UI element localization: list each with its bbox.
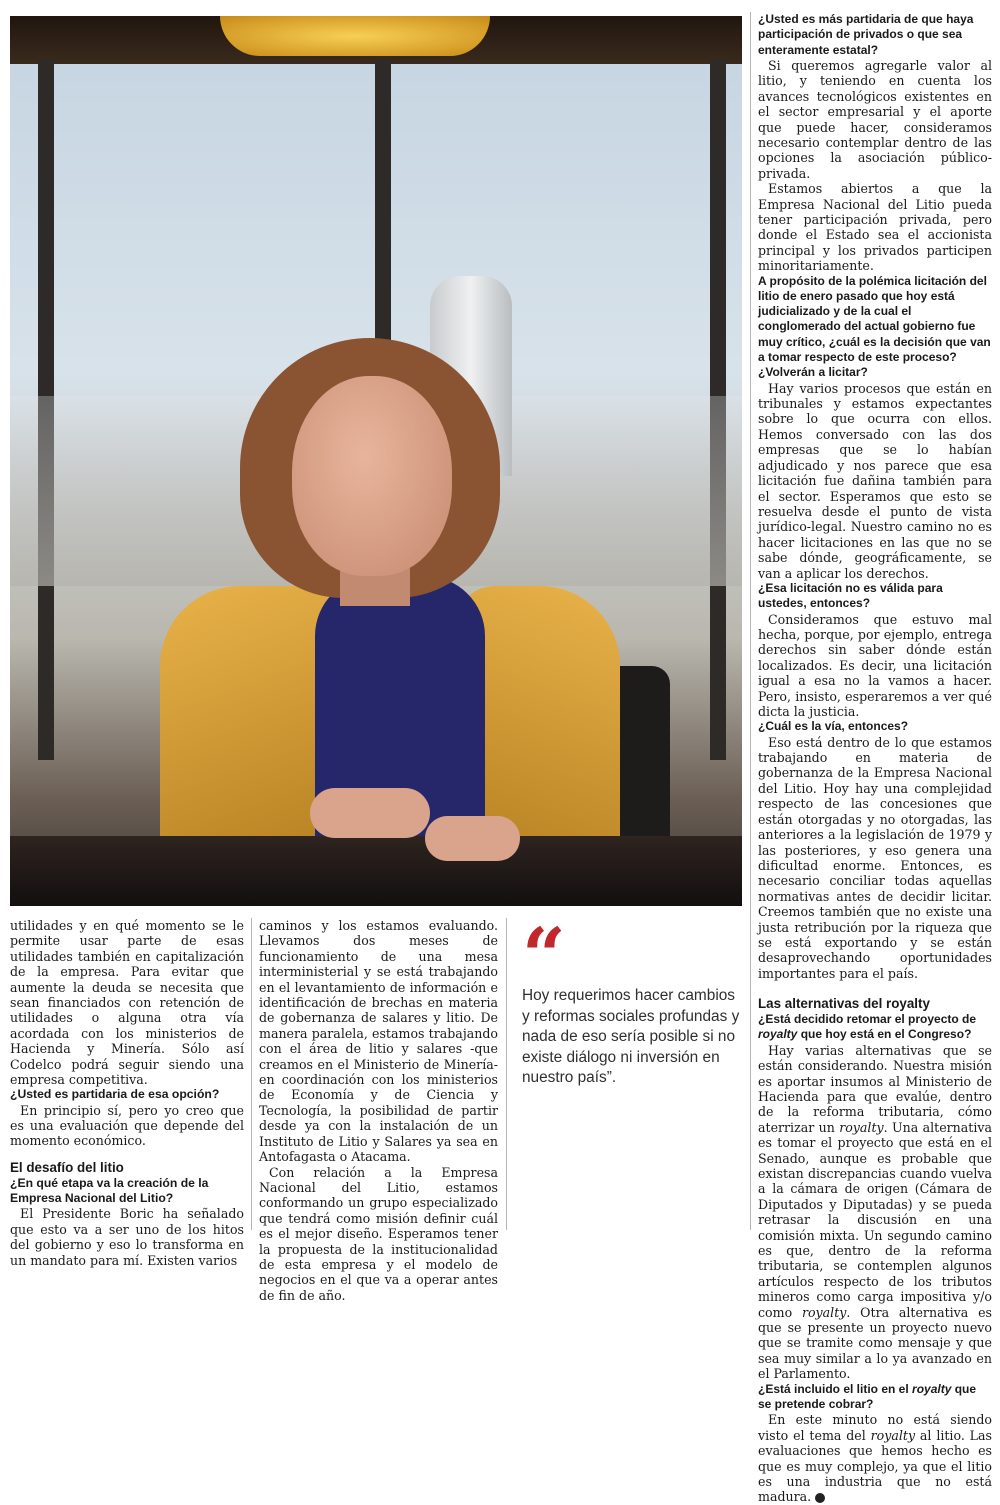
paragraph: caminos y los estamos evaluando. Llevamos dos meses de funcionamiento de una mesa interministerial y se está trabajando en el levantamiento de información e identificación de brechas en materia de gobernanza de salares y litio. De manera paralela, estamos trabajando con el área de litio y salares -que creamos en el Ministerio de Minería- en coordinación con los ministerios de Economía y de Ciencia y Tecnología, la posibilidad de partir desde ya con la instalación de un Instituto de Litio y Salares ya sea en Antofagasta o Atacama. bbox=[259, 918, 498, 1165]
paragraph: Hay varias alternativas que se están considerando. Nuestra misión es aportar insumos al Ministerio de Hacienda para que evalúe, dentro de la reforma tributaria, cómo aterrizar un royalty. Una alternativa es tomar el proyecto que está en el Senado, aunque es probable que existan discrepancias cuando vuelva a la cámara de origen (Cámara de Diputados y Diputadas) y se pueda retrasar la discusión en una comisión mixta. Un segundo camino es que, dentro de la reforma tributaria, se contemplen algunos artículos respecto de los tributos mineros como carga impositiva y/o como royalty. Otra alternativa es que se presente un proyecto nuevo que se tramite como mensaje y que sea muy similar a lo ya avanzado en el Parlamento. bbox=[758, 1042, 992, 1382]
column-4 bbox=[758, 12, 992, 1505]
question: ¿Está incluido el litio en el royalty que se pretende cobrar? bbox=[758, 1381, 977, 1411]
paragraph: Estamos abiertos a que la Empresa Nacional del Litio pueda tener participación privada, pero donde el Estado sea el accionista principal y los privados participen minoritariamente. bbox=[758, 181, 992, 274]
column-rule bbox=[506, 918, 507, 1230]
paragraph: Eso está dentro de lo que estamos trabajando en materia de gobernanza de la Empresa Nacional del Litio. Hoy hay una complejidad respecto de las concesiones que están otorgadas y no otorgadas, las anteriores a la legislación de 1979 y las posteriores, y eso genera una dificultad enorme. Entonces, es necesario conciliar todas aquellas normativas antes de decidir licitar. Creemos también que no existe una justa retribución por la riqueza que se está exportando y se están desaprovechando oportunidades importantes para el país. bbox=[758, 734, 992, 981]
section-heading: Las alternativas del royalty bbox=[758, 996, 930, 1012]
question: ¿Está decidido retomar el proyecto de royalty que hoy está en el Congreso? bbox=[758, 1012, 977, 1042]
paragraph: Hay varios procesos que están en tribunales y estamos expectantes sobre lo que ocurra con ellos. Hemos conversado con las dos empresas que se lo habían adjudicado y nos parece que esa licitación fue dañina también para el sector. Esperamos que esto se resuelva desde el punto de vista jurídico-legal. Nuestro camino no es hacer licitaciones en las que no se sabe dónde, geográficamente, se van a aplicar los derechos. bbox=[758, 380, 992, 581]
column-1 bbox=[10, 918, 244, 1268]
question: ¿En qué etapa va la creación de la Empresa Nacional del Litio? bbox=[10, 1175, 209, 1206]
hand-left bbox=[310, 788, 430, 838]
paragraph: En principio sí, pero yo creo que es una evaluación que depende del momento económico. bbox=[10, 1102, 244, 1149]
column-rule bbox=[750, 12, 751, 1230]
question: ¿Usted es más partidaria de que haya participación de privados o que sea enteramente estatal? bbox=[758, 12, 974, 57]
column-rule bbox=[251, 918, 252, 1230]
end-mark-icon: P bbox=[815, 1493, 825, 1503]
pull-quote bbox=[522, 911, 742, 1089]
face bbox=[292, 376, 452, 576]
paragraph: Con relación a la Empresa Nacional del Litio, estamos conformando un grupo especializado que tendrá como misión definir cuál es el mejor diseño. Esperamos tener la propuesta de la institucionalidad de esta empresa y el modelo de negocios en el que va a operar antes de fin de año. bbox=[259, 1164, 498, 1303]
column-2 bbox=[259, 918, 498, 1303]
table bbox=[10, 836, 742, 906]
question: ¿Esa licitación no es válida para ustedes, entonces? bbox=[758, 580, 943, 611]
paragraph: El Presidente Boric ha señalado que esto va a ser uno de los hitos del gobierno y eso lo transforma en un mandato para mí. Existen varios bbox=[10, 1206, 244, 1268]
pull-quote-text: Hoy requerimos hacer cambios y reformas sociales profundas y nada de eso sería posible si no existe diálogo ni inversión en nuestro país”. bbox=[522, 987, 740, 1086]
question: A propósito de la polémica licitación del litio de enero pasado que hoy está judicializado y de la cual el conglomerado del actual gobierno fue muy crítico, ¿cuál es la decisión que van a tomar respecto de este proceso? ¿Volverán a licitar? bbox=[758, 273, 991, 380]
ceiling-lamp bbox=[220, 16, 490, 56]
hand-right bbox=[425, 816, 520, 861]
section-heading: El desafío del litio bbox=[10, 1159, 124, 1175]
question: ¿Cuál es la vía, entonces? bbox=[758, 719, 909, 734]
question: ¿Usted es partidaria de esa opción? bbox=[10, 1087, 220, 1102]
interview-photo bbox=[10, 16, 742, 906]
paragraph: utilidades y en qué momento se le permite usar parte de esas utilidades también en capitalización de la empresa. Para evitar que aumente la deuda se necesita que sean financiados con retención de utilidades o alguna otra vía acordada con los ministerios de Hacienda y Minería. Sólo así Codelco podrá seguir siendo una empresa competitiva. bbox=[10, 918, 244, 1088]
paragraph: Consideramos que estuvo mal hecha, porque, por ejemplo, entrega derechos sin saber dónde están localizados. Es decir, una licitación igual a esa no la vamos a hacer. Pero, insisto, esperaremos a ver qué dicta la justicia. bbox=[758, 611, 992, 719]
paragraph: Si queremos agregarle valor al litio, y teniendo en cuenta los avances tecnológicos existentes en el sector empresarial y el aporte que puede hacer, consideramos necesario contemplar dentro de las opciones la asociación público-privada. bbox=[758, 57, 992, 181]
paragraph: En este minuto no está siendo visto el tema del royalty al litio. Las evaluaciones que hemos hecho es que es muy complejo, ya que el litio es una industria que no está madura. P bbox=[758, 1412, 993, 1505]
quote-marks-icon: “ bbox=[522, 911, 560, 1000]
